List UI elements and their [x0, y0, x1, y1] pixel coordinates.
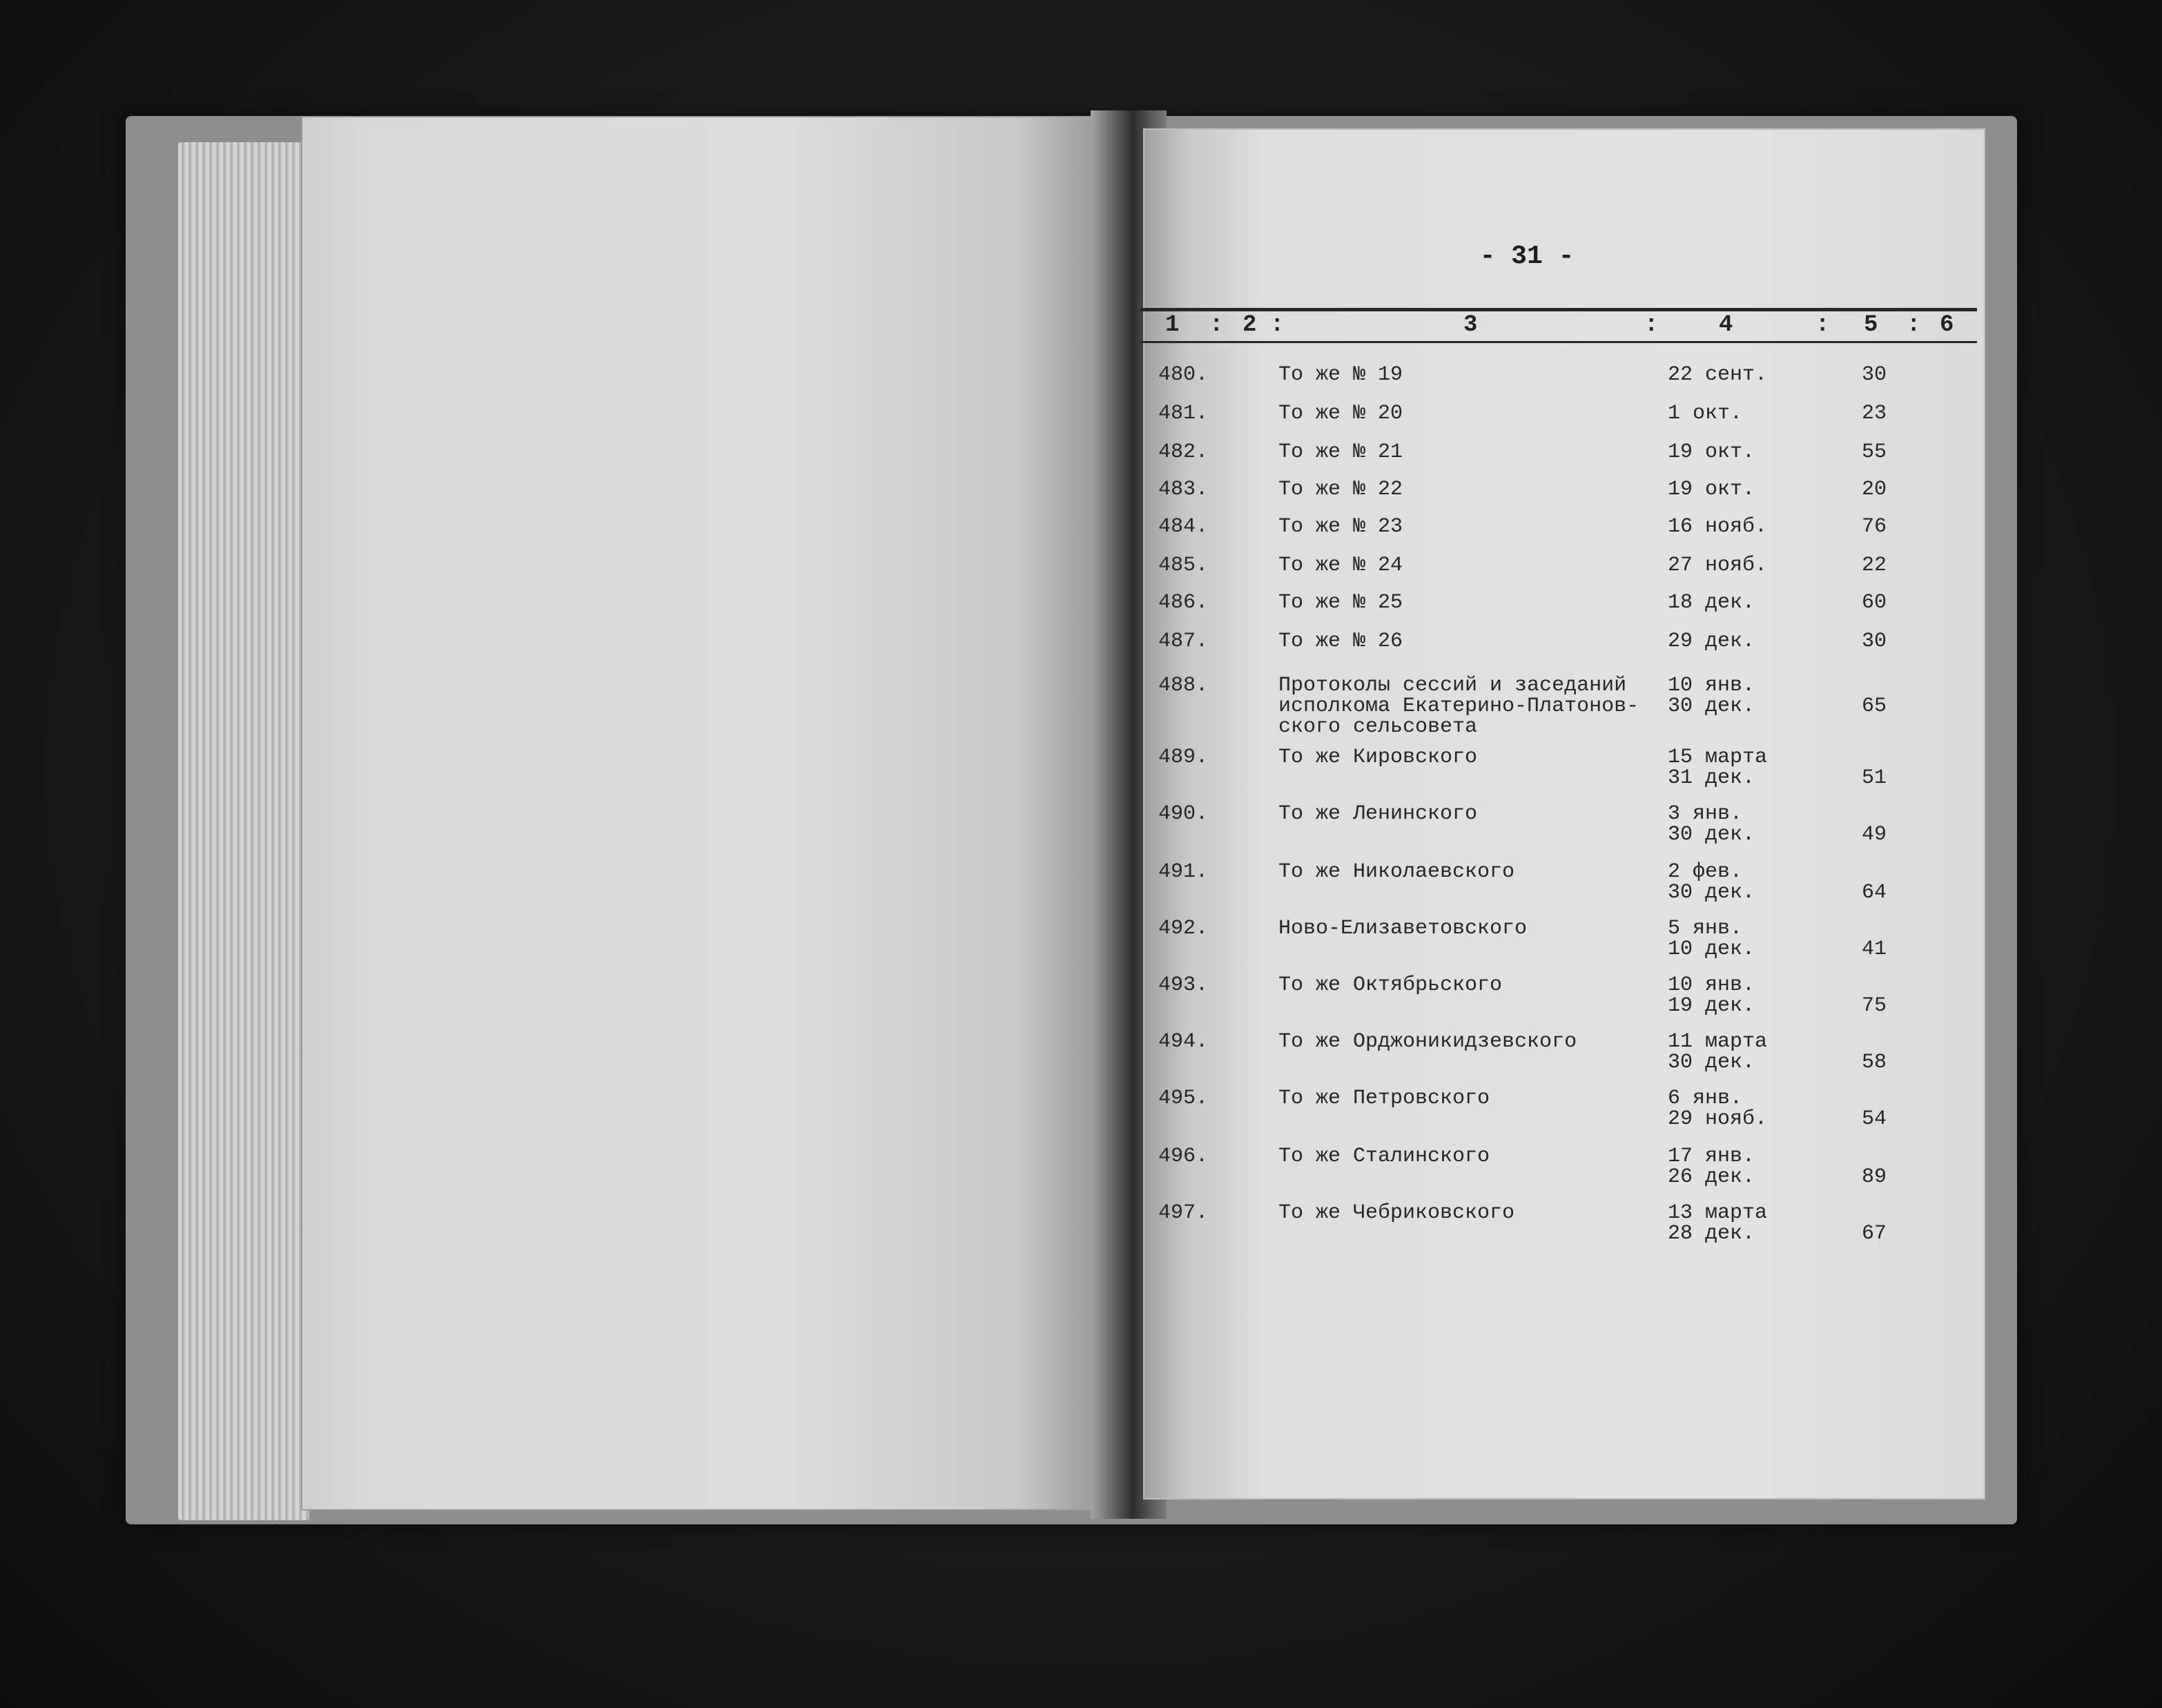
row-number: 489.	[1158, 746, 1209, 769]
row-number: 482.	[1158, 440, 1209, 464]
row-dates	[1668, 975, 1799, 1016]
row-dates	[1668, 862, 1799, 903]
row-title	[1278, 747, 1477, 768]
column-separator: :	[1209, 312, 1224, 338]
row-date: 18 дек.	[1668, 591, 1755, 614]
row-title-line: исполкома Екатерино-Платонов-	[1278, 695, 1639, 718]
row-sheet-count: 89	[1861, 1165, 1887, 1189]
row-dates	[1668, 479, 1799, 500]
row-dates	[1668, 555, 1799, 576]
row-title	[1278, 479, 1403, 500]
row-sheet-count: 55	[1861, 440, 1887, 464]
row-dates	[1668, 631, 1799, 652]
page-number: - 31 -	[1479, 242, 1575, 271]
row-dates	[1668, 365, 1799, 385]
row-sheet-count: 58	[1861, 1051, 1887, 1074]
row-number: 497.	[1158, 1201, 1209, 1225]
row-title	[1278, 975, 1502, 996]
row-date: 10 янв.	[1668, 674, 1755, 697]
row-number: 488.	[1158, 674, 1209, 697]
row-title-line: То же Октябрьского	[1278, 973, 1503, 997]
column-header-3: 3	[1463, 312, 1478, 338]
row-title	[1278, 631, 1403, 652]
row-number: 495.	[1158, 1087, 1209, 1110]
row-number: 481.	[1158, 402, 1209, 425]
row-sheet-count: 65	[1861, 695, 1887, 718]
column-header-2: 2	[1243, 312, 1257, 338]
row-title-line: То же № 19	[1278, 363, 1403, 387]
row-dates	[1668, 592, 1799, 613]
row-dates	[1668, 1088, 1799, 1129]
row-number: 496.	[1158, 1145, 1209, 1168]
right-page	[1143, 128, 1985, 1500]
column-header-4: 4	[1719, 312, 1733, 338]
row-date: 10 янв.	[1668, 973, 1755, 997]
row-dates	[1668, 403, 1799, 424]
row-date: 1 окт.	[1668, 402, 1743, 425]
row-date: 26 дек.	[1668, 1165, 1755, 1189]
row-sheet-count: 51	[1861, 766, 1887, 790]
row-title	[1278, 862, 1515, 882]
row-title-line: То же № 26	[1278, 630, 1403, 653]
row-dates	[1668, 918, 1799, 960]
row-date: 5 янв.	[1668, 917, 1743, 940]
row-sheet-count: 64	[1861, 881, 1887, 904]
row-title	[1278, 365, 1403, 385]
row-title	[1278, 1031, 1577, 1052]
row-title-line: То же Николаевского	[1278, 860, 1515, 884]
row-title-line: То же № 25	[1278, 591, 1403, 614]
row-dates	[1668, 1031, 1799, 1073]
column-header-5: 5	[1864, 312, 1878, 338]
row-title	[1278, 1088, 1490, 1109]
row-title	[1278, 442, 1403, 463]
row-date: 19 окт.	[1668, 478, 1755, 501]
row-sheet-count: 67	[1861, 1222, 1887, 1245]
row-title-line: То же Сталинского	[1278, 1145, 1490, 1168]
row-dates	[1668, 747, 1799, 788]
row-number: 492.	[1158, 917, 1209, 940]
row-number: 491.	[1158, 860, 1209, 884]
row-number: 486.	[1158, 591, 1209, 614]
row-dates	[1668, 516, 1799, 537]
row-date: 17 янв.	[1668, 1145, 1755, 1168]
row-title	[1278, 1203, 1515, 1223]
row-title-line: То же Чебриковского	[1278, 1201, 1515, 1225]
row-date: 30 дек.	[1668, 695, 1755, 718]
row-title	[1278, 592, 1403, 613]
row-date: 30 дек.	[1668, 823, 1755, 846]
row-number: 483.	[1158, 478, 1209, 501]
row-date: 11 марта	[1668, 1030, 1768, 1054]
row-number: 490.	[1158, 802, 1209, 826]
row-sheet-count: 75	[1861, 994, 1887, 1018]
row-title-line: То же № 24	[1278, 554, 1403, 577]
row-date: 15 марта	[1668, 746, 1768, 769]
row-title-line: То же Ленинского	[1278, 802, 1478, 826]
row-date: 6 янв.	[1668, 1087, 1743, 1110]
row-sheet-count: 30	[1861, 630, 1887, 653]
row-title	[1278, 918, 1527, 939]
row-dates	[1668, 675, 1799, 717]
row-title-line: То же № 20	[1278, 402, 1403, 425]
row-number: 484.	[1158, 515, 1209, 538]
row-title-line: То же № 21	[1278, 440, 1403, 464]
column-header-1: 1	[1165, 312, 1180, 338]
row-title-line: Ново-Елизаветовского	[1278, 917, 1528, 940]
table-header-rule	[1140, 341, 1977, 343]
row-title	[1278, 804, 1477, 824]
row-date: 29 нояб.	[1668, 1107, 1768, 1131]
row-date: 30 дек.	[1668, 1051, 1755, 1074]
row-title	[1278, 516, 1403, 537]
row-sheet-count: 22	[1861, 554, 1887, 577]
row-title-line: ского сельсовета	[1278, 715, 1478, 739]
row-sheet-count: 41	[1861, 938, 1887, 961]
row-sheet-count: 23	[1861, 402, 1887, 425]
row-title-line: То же Кировского	[1278, 746, 1478, 769]
row-date: 27 нояб.	[1668, 554, 1768, 577]
row-date: 19 дек.	[1668, 994, 1755, 1018]
column-separator: :	[1815, 312, 1830, 338]
row-number: 494.	[1158, 1030, 1209, 1054]
row-date: 16 нояб.	[1668, 515, 1768, 538]
row-sheet-count: 20	[1861, 478, 1887, 501]
row-title	[1278, 555, 1403, 576]
row-title-line: То же Орджоникидзевского	[1278, 1030, 1577, 1054]
row-date: 10 дек.	[1668, 938, 1755, 961]
row-date: 2 фев.	[1668, 860, 1743, 884]
row-number: 485.	[1158, 554, 1209, 577]
row-sheet-count: 76	[1861, 515, 1887, 538]
column-separator: :	[1270, 312, 1285, 338]
row-date: 28 дек.	[1668, 1222, 1755, 1245]
row-title-line: То же № 23	[1278, 515, 1403, 538]
row-number: 487.	[1158, 630, 1209, 653]
row-number: 493.	[1158, 973, 1209, 997]
row-title	[1278, 1146, 1490, 1167]
row-date: 29 дек.	[1668, 630, 1755, 653]
row-date: 13 марта	[1668, 1201, 1768, 1225]
row-date: 31 дек.	[1668, 766, 1755, 790]
column-separator: :	[1907, 312, 1921, 338]
row-date: 19 окт.	[1668, 440, 1755, 464]
page-edges	[178, 142, 309, 1520]
table-top-rule	[1140, 308, 1977, 311]
column-separator: :	[1644, 312, 1659, 338]
row-sheet-count: 49	[1861, 823, 1887, 846]
row-date: 3 янв.	[1668, 802, 1743, 826]
row-dates	[1668, 804, 1799, 845]
row-sheet-count: 54	[1861, 1107, 1887, 1131]
row-date: 30 дек.	[1668, 881, 1755, 904]
row-title-line: Протоколы сессий и заседаний	[1278, 674, 1627, 697]
row-title	[1278, 403, 1403, 424]
row-sheet-count: 60	[1861, 591, 1887, 614]
row-dates	[1668, 1146, 1799, 1187]
row-title-line: То же № 22	[1278, 478, 1403, 501]
row-title	[1278, 675, 1639, 737]
row-date: 22 сент.	[1668, 363, 1768, 387]
row-sheet-count: 30	[1861, 363, 1887, 387]
column-header-6: 6	[1940, 312, 1954, 338]
row-title-line: То же Петровского	[1278, 1087, 1490, 1110]
row-dates	[1668, 1203, 1799, 1244]
row-number: 480.	[1158, 363, 1209, 387]
left-page-blank	[301, 116, 1118, 1511]
row-dates	[1668, 442, 1799, 463]
